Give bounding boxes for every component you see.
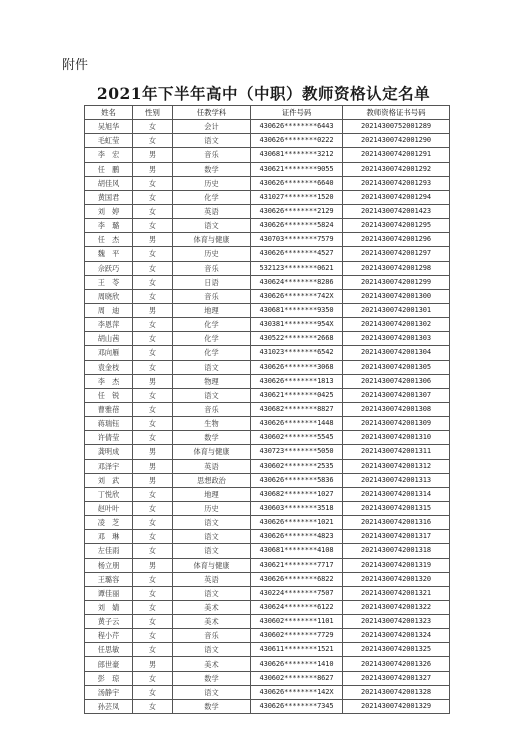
- cell-gender: 女: [133, 289, 173, 303]
- cell-subject: 生物: [173, 417, 251, 431]
- table-row: [85, 190, 450, 204]
- cell-subject: 地理: [173, 303, 251, 317]
- cell-id-number: 430602********5545: [251, 431, 343, 445]
- cell-id-number: 430703********7579: [251, 233, 343, 247]
- cell-certificate-number: 20214300742001316: [343, 516, 450, 530]
- cell-certificate-number: 20214300742001299: [343, 275, 450, 289]
- header-certificate-number: 教师资格证书号码: [343, 106, 450, 120]
- cell-name: 任 杰: [85, 233, 133, 247]
- cell-subject: 历史: [173, 501, 251, 515]
- cell-gender: 女: [133, 120, 173, 134]
- table-row: [85, 134, 450, 148]
- cell-gender: 女: [133, 643, 173, 657]
- cell-name: 赵叶叶: [85, 501, 133, 515]
- table-row: [85, 275, 450, 289]
- cell-gender: 女: [133, 346, 173, 360]
- cell-id-number: 430626********6443: [251, 120, 343, 134]
- cell-id-number: 430624********8286: [251, 275, 343, 289]
- cell-name: 许倩莹: [85, 431, 133, 445]
- table-row: [85, 289, 450, 303]
- cell-certificate-number: 20214300742001320: [343, 572, 450, 586]
- cell-id-number: 532123********0621: [251, 261, 343, 275]
- cell-id-number: 430602********1101: [251, 615, 343, 629]
- cell-gender: 女: [133, 219, 173, 233]
- cell-id-number: 430626********1410: [251, 657, 343, 671]
- cell-certificate-number: 20214300742001297: [343, 247, 450, 261]
- cell-gender: 女: [133, 699, 173, 713]
- cell-id-number: 430522********2668: [251, 332, 343, 346]
- cell-name: 李 杰: [85, 374, 133, 388]
- cell-subject: 体育与健康: [173, 445, 251, 459]
- cell-gender: 男: [133, 148, 173, 162]
- table-row: [85, 120, 450, 134]
- cell-subject: 音乐: [173, 261, 251, 275]
- cell-certificate-number: 20214300742001295: [343, 219, 450, 233]
- cell-name: 王 苓: [85, 275, 133, 289]
- cell-gender: 女: [133, 318, 173, 332]
- cell-gender: 女: [133, 247, 173, 261]
- cell-name: 邓 琳: [85, 530, 133, 544]
- cell-subject: 语文: [173, 360, 251, 374]
- cell-id-number: 430626********4823: [251, 530, 343, 544]
- cell-subject: 音乐: [173, 629, 251, 643]
- cell-subject: 会计: [173, 120, 251, 134]
- cell-subject: 语文: [173, 388, 251, 402]
- table-row: [85, 501, 450, 515]
- cell-name: 黄子云: [85, 615, 133, 629]
- cell-gender: 女: [133, 431, 173, 445]
- cell-subject: 语文: [173, 516, 251, 530]
- cell-gender: 男: [133, 459, 173, 473]
- table-row: [85, 233, 450, 247]
- cell-name: 龚明成: [85, 445, 133, 459]
- cell-gender: 女: [133, 600, 173, 614]
- cell-certificate-number: 20214300742001293: [343, 176, 450, 190]
- cell-subject: 语文: [173, 643, 251, 657]
- table-row: [85, 303, 450, 317]
- cell-id-number: 430224********7507: [251, 586, 343, 600]
- cell-subject: 英语: [173, 459, 251, 473]
- table-header-row: [85, 106, 450, 120]
- cell-subject: 体育与健康: [173, 233, 251, 247]
- cell-gender: 女: [133, 516, 173, 530]
- cell-id-number: 430626********0222: [251, 134, 343, 148]
- table-row: [85, 685, 450, 699]
- cell-gender: 女: [133, 402, 173, 416]
- cell-gender: 男: [133, 233, 173, 247]
- cell-certificate-number: 20214300742001314: [343, 487, 450, 501]
- table-row: [85, 388, 450, 402]
- cell-certificate-number: 20214300742001329: [343, 699, 450, 713]
- cell-id-number: 430626********742X: [251, 289, 343, 303]
- cell-name: 郎世豪: [85, 657, 133, 671]
- cell-name: 孙芸凤: [85, 699, 133, 713]
- cell-id-number: 430602********7729: [251, 629, 343, 643]
- cell-certificate-number: 20214300742001304: [343, 346, 450, 360]
- cell-subject: 英语: [173, 572, 251, 586]
- cell-certificate-number: 20214300742001319: [343, 558, 450, 572]
- table-row: [85, 346, 450, 360]
- cell-certificate-number: 20214300742001318: [343, 544, 450, 558]
- header-id-number: 证件号码: [251, 106, 343, 120]
- table-row: [85, 261, 450, 275]
- cell-certificate-number: 20214300742001326: [343, 657, 450, 671]
- cell-id-number: 430621********0425: [251, 388, 343, 402]
- cell-subject: 化学: [173, 318, 251, 332]
- table-row: [85, 332, 450, 346]
- cell-gender: 女: [133, 134, 173, 148]
- cell-name: 刘 婧: [85, 600, 133, 614]
- cell-gender: 男: [133, 445, 173, 459]
- cell-gender: 男: [133, 162, 173, 176]
- cell-gender: 女: [133, 261, 173, 275]
- cell-subject: 地理: [173, 487, 251, 501]
- cell-gender: 女: [133, 530, 173, 544]
- cell-name: 胡佳风: [85, 176, 133, 190]
- attachment-label: 附件: [62, 58, 89, 73]
- cell-subject: 美术: [173, 657, 251, 671]
- cell-certificate-number: 20214300742001292: [343, 162, 450, 176]
- table-row: [85, 629, 450, 643]
- cell-certificate-number: 20214300752001289: [343, 120, 450, 134]
- cell-name: 左佳雨: [85, 544, 133, 558]
- cell-certificate-number: 20214300742001308: [343, 402, 450, 416]
- cell-gender: 女: [133, 586, 173, 600]
- table-row: [85, 219, 450, 233]
- cell-subject: 思想政治: [173, 473, 251, 487]
- cell-certificate-number: 20214300742001303: [343, 332, 450, 346]
- cell-certificate-number: 20214300742001294: [343, 190, 450, 204]
- cell-gender: 女: [133, 671, 173, 685]
- cell-id-number: 430681********9350: [251, 303, 343, 317]
- cell-subject: 语文: [173, 685, 251, 699]
- table-row: [85, 360, 450, 374]
- cell-id-number: 430626********4527: [251, 247, 343, 261]
- table-row: [85, 459, 450, 473]
- table-row: [85, 473, 450, 487]
- cell-subject: 音乐: [173, 148, 251, 162]
- cell-certificate-number: 20214300742001327: [343, 671, 450, 685]
- cell-name: 胡山茜: [85, 332, 133, 346]
- cell-subject: 语文: [173, 219, 251, 233]
- cell-certificate-number: 20214300742001323: [343, 615, 450, 629]
- table-row: [85, 318, 450, 332]
- cell-certificate-number: 20214300742001317: [343, 530, 450, 544]
- cell-name: 刘 武: [85, 473, 133, 487]
- cell-name: 吴旭华: [85, 120, 133, 134]
- cell-name: 丁悦欣: [85, 487, 133, 501]
- cell-subject: 历史: [173, 176, 251, 190]
- cell-id-number: 431023********6542: [251, 346, 343, 360]
- cell-certificate-number: 20214300742001315: [343, 501, 450, 515]
- table-row: [85, 586, 450, 600]
- cell-name: 黄国君: [85, 190, 133, 204]
- cell-id-number: 430626********5824: [251, 219, 343, 233]
- cell-gender: 女: [133, 544, 173, 558]
- table-row: [85, 657, 450, 671]
- cell-id-number: 430681********4108: [251, 544, 343, 558]
- table-row: [85, 204, 450, 218]
- cell-id-number: 430602********2535: [251, 459, 343, 473]
- document-title: 2021年下半年高中（中职）教师资格认定名单: [96, 84, 431, 103]
- table-row: [85, 544, 450, 558]
- cell-id-number: 430381********954X: [251, 318, 343, 332]
- cell-name: 毛虹莹: [85, 134, 133, 148]
- cell-subject: 化学: [173, 346, 251, 360]
- table-row: [85, 162, 450, 176]
- cell-name: 袁金枝: [85, 360, 133, 374]
- cell-name: 李 宏: [85, 148, 133, 162]
- cell-id-number: 430626********1813: [251, 374, 343, 388]
- cell-subject: 语文: [173, 134, 251, 148]
- cell-name: 佘跃巧: [85, 261, 133, 275]
- cell-id-number: 430621********9055: [251, 162, 343, 176]
- cell-subject: 化学: [173, 332, 251, 346]
- header-subject: 任教学科: [173, 106, 251, 120]
- cell-certificate-number: 20214300742001322: [343, 600, 450, 614]
- cell-gender: 男: [133, 473, 173, 487]
- cell-name: 任思敏: [85, 643, 133, 657]
- cell-certificate-number: 20214300742001325: [343, 643, 450, 657]
- cell-name: 曹雅蓓: [85, 402, 133, 416]
- cell-gender: 女: [133, 204, 173, 218]
- cell-gender: 女: [133, 629, 173, 643]
- cell-certificate-number: 20214300742001307: [343, 388, 450, 402]
- cell-id-number: 431027********1520: [251, 190, 343, 204]
- cell-subject: 数学: [173, 431, 251, 445]
- cell-certificate-number: 20214300742001311: [343, 445, 450, 459]
- cell-id-number: 430626********6640: [251, 176, 343, 190]
- table-body: [85, 120, 450, 714]
- cell-name: 程小芹: [85, 629, 133, 643]
- table-row: [85, 615, 450, 629]
- cell-certificate-number: 20214300742001298: [343, 261, 450, 275]
- cell-certificate-number: 20214300742001300: [343, 289, 450, 303]
- cell-subject: 语文: [173, 530, 251, 544]
- cell-certificate-number: 20214300742001423: [343, 204, 450, 218]
- cell-gender: 女: [133, 332, 173, 346]
- cell-name: 汤静宇: [85, 685, 133, 699]
- cell-gender: 女: [133, 501, 173, 515]
- table-row: [85, 600, 450, 614]
- cell-name: 邓泽宇: [85, 459, 133, 473]
- cell-name: 李恩萍: [85, 318, 133, 332]
- cell-id-number: 430626********142X: [251, 685, 343, 699]
- cell-subject: 英语: [173, 204, 251, 218]
- cell-name: 凌 芝: [85, 516, 133, 530]
- cell-gender: 女: [133, 190, 173, 204]
- cell-certificate-number: 20214300742001302: [343, 318, 450, 332]
- cell-gender: 女: [133, 388, 173, 402]
- cell-certificate-number: 20214300742001312: [343, 459, 450, 473]
- cell-id-number: 430723********5050: [251, 445, 343, 459]
- cell-id-number: 430602********8627: [251, 671, 343, 685]
- cell-subject: 美术: [173, 615, 251, 629]
- cell-certificate-number: 20214300742001309: [343, 417, 450, 431]
- cell-subject: 化学: [173, 190, 251, 204]
- cell-gender: 女: [133, 685, 173, 699]
- cell-subject: 语文: [173, 544, 251, 558]
- cell-certificate-number: 20214300742001290: [343, 134, 450, 148]
- cell-name: 王璐容: [85, 572, 133, 586]
- cell-id-number: 430626********1448: [251, 417, 343, 431]
- cell-subject: 历史: [173, 247, 251, 261]
- cell-certificate-number: 20214300742001324: [343, 629, 450, 643]
- table-row: [85, 699, 450, 713]
- table-row: [85, 445, 450, 459]
- cell-id-number: 430626********5836: [251, 473, 343, 487]
- table-row: [85, 247, 450, 261]
- cell-id-number: 430624********6122: [251, 600, 343, 614]
- table-row: [85, 402, 450, 416]
- cell-gender: 男: [133, 374, 173, 388]
- cell-id-number: 430626********3068: [251, 360, 343, 374]
- table-row: [85, 643, 450, 657]
- cell-gender: 女: [133, 615, 173, 629]
- cell-name: 邓向雁: [85, 346, 133, 360]
- cell-gender: 女: [133, 360, 173, 374]
- cell-certificate-number: 20214300742001321: [343, 586, 450, 600]
- cell-name: 杨立朋: [85, 558, 133, 572]
- cell-id-number: 430626********6822: [251, 572, 343, 586]
- cell-gender: 女: [133, 275, 173, 289]
- cell-id-number: 430626********1021: [251, 516, 343, 530]
- cell-id-number: 430681********3212: [251, 148, 343, 162]
- cell-name: 彭 琼: [85, 671, 133, 685]
- cell-subject: 音乐: [173, 402, 251, 416]
- table-row: [85, 671, 450, 685]
- cell-name: 任 锐: [85, 388, 133, 402]
- cell-gender: 女: [133, 176, 173, 190]
- cell-name: 蒋瑞钰: [85, 417, 133, 431]
- table-row: [85, 558, 450, 572]
- cell-certificate-number: 20214300742001306: [343, 374, 450, 388]
- table-row: [85, 148, 450, 162]
- cell-certificate-number: 20214300742001296: [343, 233, 450, 247]
- cell-subject: 数学: [173, 671, 251, 685]
- cell-id-number: 430682********1027: [251, 487, 343, 501]
- cell-subject: 数学: [173, 162, 251, 176]
- cell-id-number: 430682********8827: [251, 402, 343, 416]
- header-name: 姓名: [85, 106, 133, 120]
- cell-name: 魏 平: [85, 247, 133, 261]
- cell-certificate-number: 20214300742001305: [343, 360, 450, 374]
- cell-subject: 物理: [173, 374, 251, 388]
- cell-gender: 男: [133, 558, 173, 572]
- table-row: [85, 176, 450, 190]
- cell-name: 周晓欣: [85, 289, 133, 303]
- cell-certificate-number: 20214300742001291: [343, 148, 450, 162]
- cell-gender: 女: [133, 572, 173, 586]
- table-row: [85, 516, 450, 530]
- table-row: [85, 530, 450, 544]
- cell-certificate-number: 20214300742001301: [343, 303, 450, 317]
- cell-id-number: 430603********3518: [251, 501, 343, 515]
- header-gender: 性别: [133, 106, 173, 120]
- cell-subject: 数学: [173, 699, 251, 713]
- cell-id-number: 430626********7345: [251, 699, 343, 713]
- cell-id-number: 430626********2129: [251, 204, 343, 218]
- cell-subject: 语文: [173, 586, 251, 600]
- cell-certificate-number: 20214300742001310: [343, 431, 450, 445]
- cell-gender: 男: [133, 657, 173, 671]
- cell-name: 李 璐: [85, 219, 133, 233]
- cell-certificate-number: 20214300742001328: [343, 685, 450, 699]
- table-row: [85, 374, 450, 388]
- cell-id-number: 430621********7717: [251, 558, 343, 572]
- cell-gender: 男: [133, 303, 173, 317]
- cell-name: 周 迪: [85, 303, 133, 317]
- table-row: [85, 572, 450, 586]
- cell-name: 刘 婷: [85, 204, 133, 218]
- cell-subject: 美术: [173, 600, 251, 614]
- cell-name: 谭佳丽: [85, 586, 133, 600]
- cell-gender: 女: [133, 487, 173, 501]
- cell-gender: 女: [133, 417, 173, 431]
- cell-name: 任 鹏: [85, 162, 133, 176]
- certification-table: [84, 105, 450, 714]
- table-row: [85, 417, 450, 431]
- cell-subject: 音乐: [173, 289, 251, 303]
- cell-certificate-number: 20214300742001313: [343, 473, 450, 487]
- table-row: [85, 487, 450, 501]
- table-row: [85, 431, 450, 445]
- cell-subject: 体育与健康: [173, 558, 251, 572]
- cell-id-number: 430611********1521: [251, 643, 343, 657]
- cell-subject: 日语: [173, 275, 251, 289]
